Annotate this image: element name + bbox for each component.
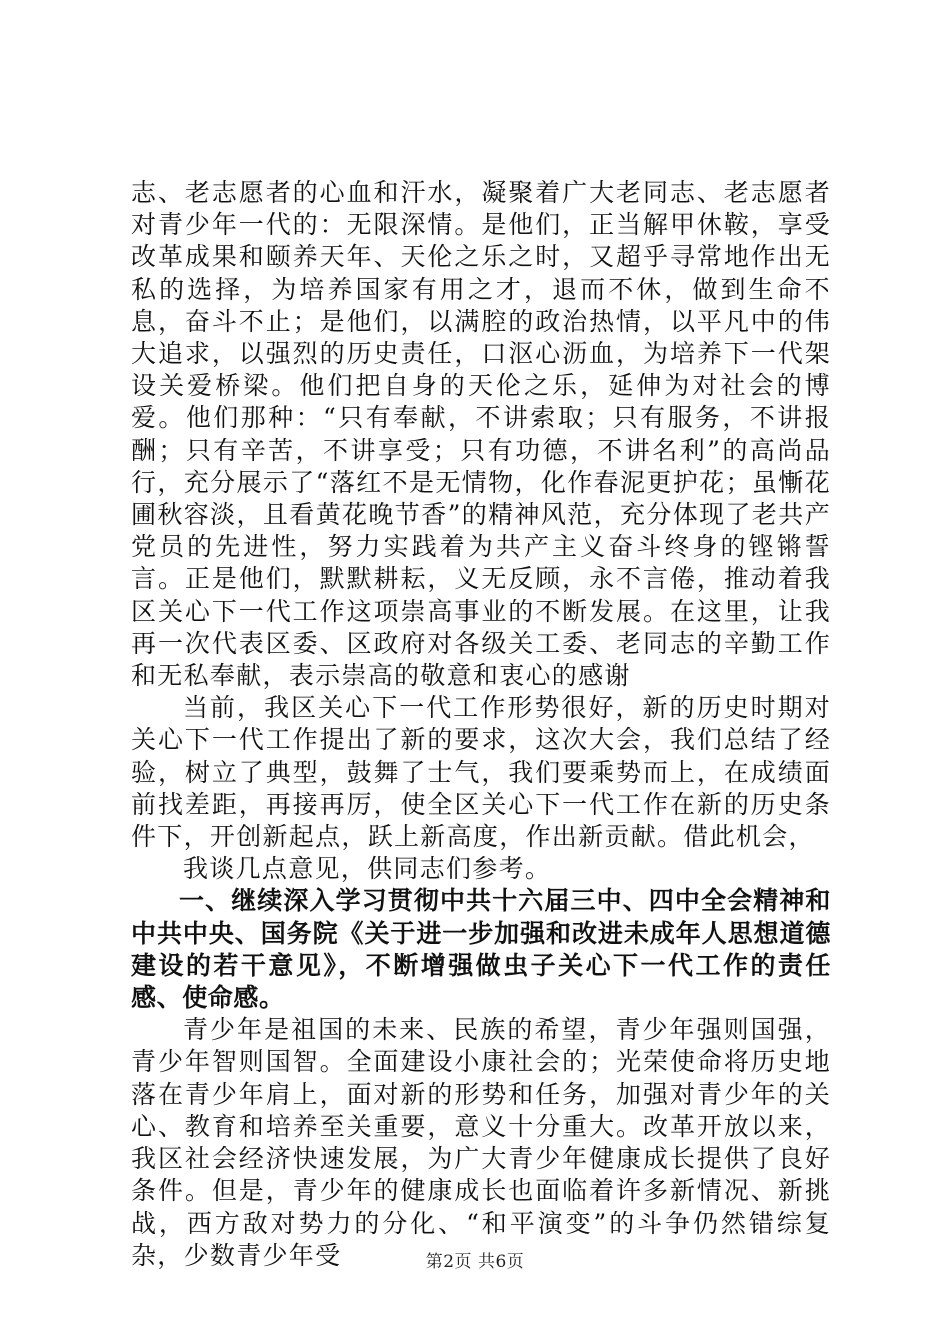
page-footer: 第2页 共6页 [425, 1252, 525, 1272]
paragraph-4: 青少年是祖国的未来、民族的希望，青少年强则国强，青少年智则国智。全面建设小康社会的；光荣使命将历史地落在青少年肩上，面对新的形势和任务，加强对青少年的关心、教育和培养至关重要，意义十分重大。改革开放以来，我区社会经济快速发展，为广大青少年健康成长提供了良好条件。但是，青少年的健康成长也面临着许多新情况、新挑战，西方敌对势力的分化、“和平演变”的斗争仍然错综复杂，少数青少年受 [131, 1015, 831, 1270]
paragraph-3: 我谈几点意见，供同志们参考。 [183, 854, 552, 884]
paragraph-1: 志、老志愿者的心血和汗水，凝聚着广大老同志、老志愿者对青少年一代的：无限深情。是他们，正当解甲休鞍，享受改革成果和颐养天年、天伦之乐之时，又超乎寻常地作出无私的选择，为培养国家有用之才，退而不休，做到生命不息，奋斗不止；是他们，以满腔的政治热情，以平凡中的伟大追求，以强烈的历史责任，口沤心沥血，为培养下一代架设关爱桥梁。他们把自身的天伦之乐，延伸为对社会的博爱。他们那种：“只有奉献，不讲索取；只有服务，不讲报酬；只有辛苦，不讲享受；只有功德，不讲名利”的高尚品行，充分展示了“落红不是无情物，化作春泥更护花；虽慚花圃秋容淡，且看黄花晚节香”的精神风范，充分体现了老共产党员的先进性，努力实践着为共产主义奋斗终身的铿锵誓言。正是他们，默默耕耘，义无反顾，永不言倦，推动着我区关心下一代工作这项崇高事业的不断发展。在这里，让我再一次代表区委、区政府对各级关工委、老同志的辛勤工作和无私奉献，表示崇高的敬意和衷心的感谢 [131, 178, 831, 691]
section-heading-1: 一、继续深入学习贯彻中共十六届三中、四中全会精神和中共中央、国务院《关于进一步加强和改进未成年人思想道德建设的若干意见》，不断增强做虫子关心下一代工作的责任感、使命感。 [131, 886, 831, 1013]
paragraph-2: 当前，我区关心下一代工作形势很好，新的历史时期对关心下一代工作提出了新的要求，这次大会，我们总结了经验，树立了典型，鼓舞了士气，我们要乘势而上，在成绩面前找差距，再接再厉，使全区关心下一代工作在新的历史条件下，开创新起点，跃上新高度，作出新贡献。借此机会， [131, 693, 831, 852]
document-body [131, 177, 831, 1272]
